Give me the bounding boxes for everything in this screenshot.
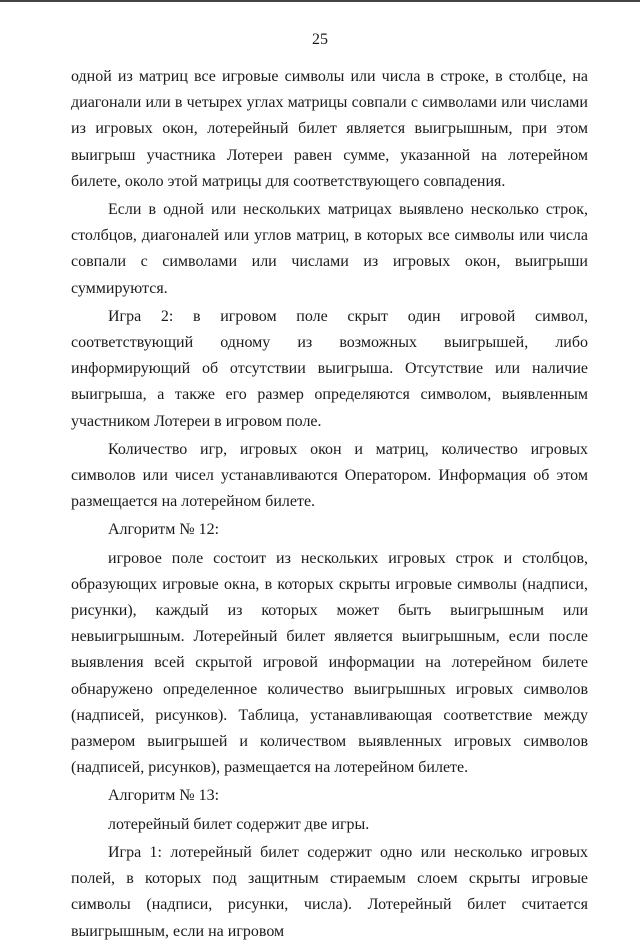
paragraph-summing: Если в одной или нескольких матрицах выявлено несколько строк, столбцов, диагоналей или углов матриц, в которых все символы или числа совпали с символами или числами из игровых окон, выигрыши суммируются.	[71, 201, 588, 297]
paragraph-game-1: Игра 1: лотерейный билет содержит одно или несколько игровых полей, в которых под защитным стираемым слоем скрыты игровые символы (надписи, рисунки, числа). Лотерейный билет считается выигрышным, если на игровом	[71, 843, 588, 940]
paragraph-two-games: лотерейный билет содержит две игры.	[108, 815, 370, 833]
paragraph-operator: Количество игр, игровых окон и матриц, количество игровых символов или чисел устанавливаются Оператором. Информация об этом размещается на лотерейном билете.	[71, 440, 588, 511]
page-top-border	[0, 0, 640, 2]
algorithm-13-heading: Алгоритм № 13:	[108, 787, 220, 805]
paragraph-algorithm-12: игровое поле состоит из нескольких игровых строк и столбцов, образующих игровые окна, в которых скрыты игровые символы (надписи, рисунки), каждый из которых может быть выигрышным или невыигрышным. Лотерейный билет является выигрышным, если после выявления всей скрытой игровой информации на лотерейном билете обнаружено определенное количество выигрышных игровых символов (надписей, рисунков). Таблица, устанавливающая соответствие между размером выигрышей и количеством выявленных игровых символов (надписей, рисунков), размещается на лотерейном билете.	[71, 549, 588, 777]
document-body	[71, 64, 588, 945]
page-number: 25	[312, 31, 328, 48]
algorithm-12-heading: Алгоритм № 12:	[108, 521, 220, 539]
paragraph-continuation: одной из матриц все игровые символы или числа в строке, в столбце, на диагонали или в четырех углах матрицы совпали с символами или числами из игровых окон, лотерейный билет является выигрышным, при этом выигрыш участника Лотереи равен сумме, указанной на лотерейном билете, около этой матрицы для соответствующего совпадения.	[71, 68, 588, 190]
paragraph-game-2: Игра 2: в игровом поле скрыт один игровой символ, соответствующий одному из возможных выигрышей, либо информирующий об отсутствии выигрыша. Отсутствие или наличие выигрыша, а также его размер определяются символом, выявленным участником Лотереи в игровом поле.	[71, 307, 588, 430]
